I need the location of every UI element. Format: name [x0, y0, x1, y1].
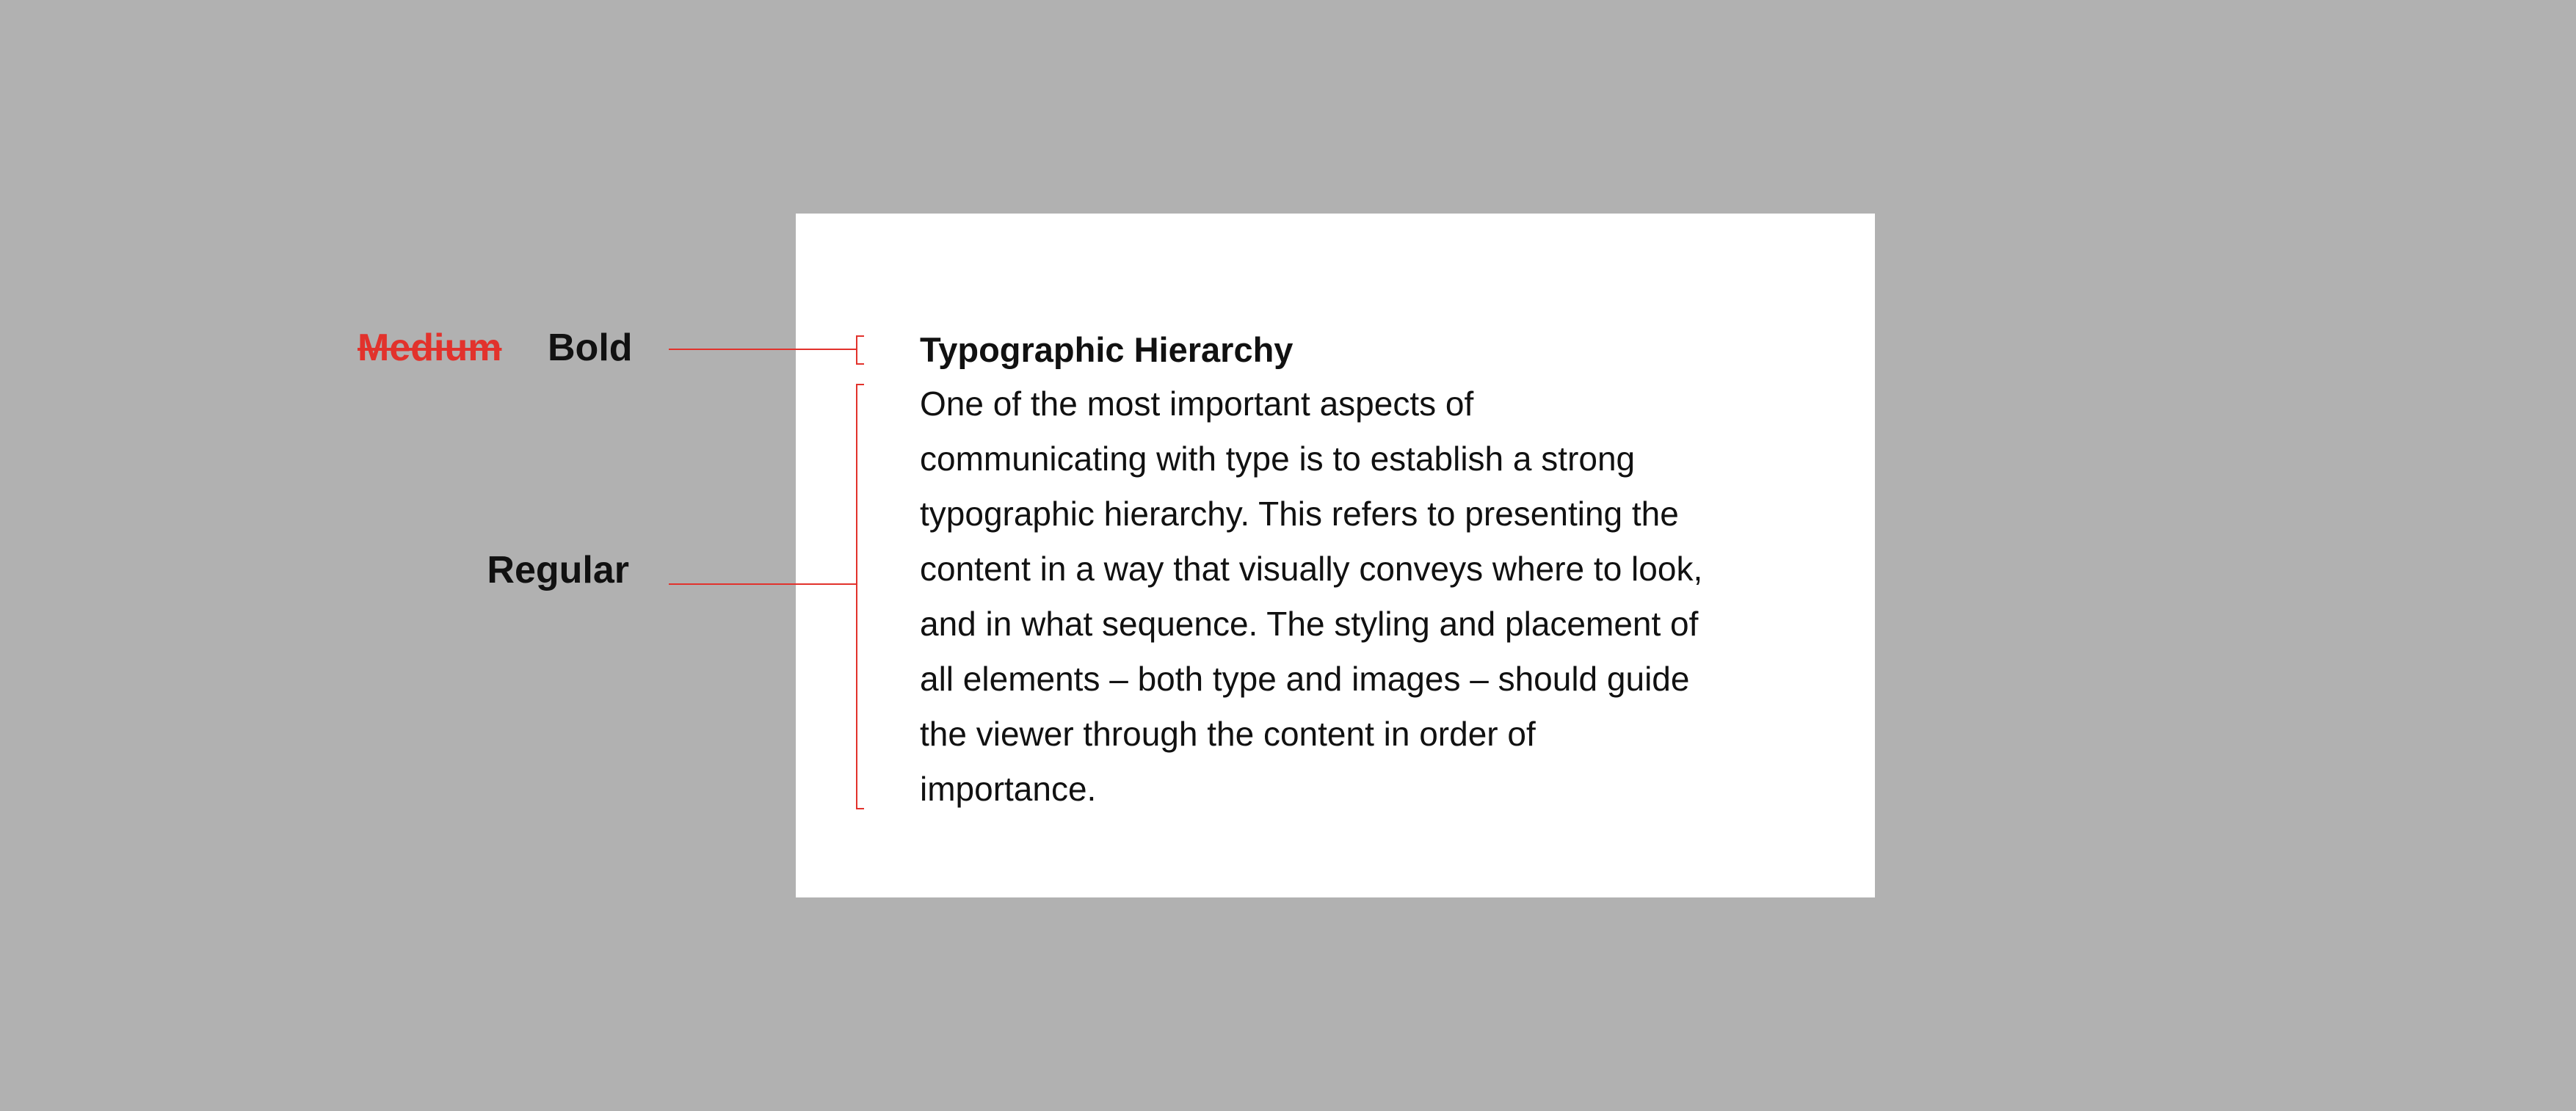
body-line: content in a way that visually conveys where to look,: [920, 550, 1703, 588]
body-line: One of the most important aspects of: [920, 385, 1474, 423]
body-line: all elements – both type and images – should guide: [920, 660, 1690, 698]
body-line: the viewer through the content in order of: [920, 715, 1536, 753]
body-line: importance.: [920, 770, 1097, 808]
card-body-paragraph: [920, 376, 1702, 817]
bold-weight-label: Bold: [548, 327, 633, 369]
medium-weight-label-struck: Medium: [358, 327, 502, 369]
body-line: and in what sequence. The styling and placement of: [920, 605, 1699, 643]
body-line: communicating with type is to establish a strong: [920, 440, 1636, 478]
regular-weight-label: Regular: [487, 549, 629, 591]
card-title: Typographic Hierarchy: [920, 330, 1294, 369]
body-line: typographic hierarchy. This refers to presenting the: [920, 495, 1679, 533]
